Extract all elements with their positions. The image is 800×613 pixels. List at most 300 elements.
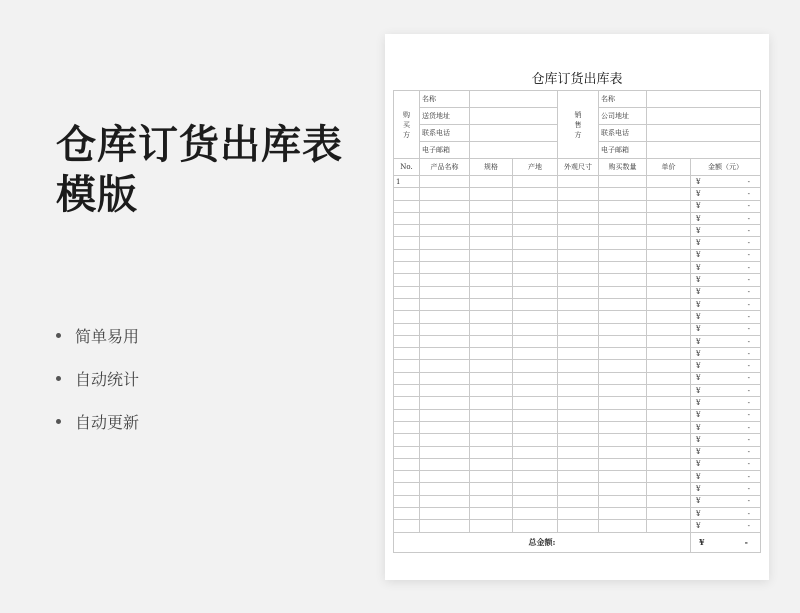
seller-field-label: 名称 <box>599 91 647 108</box>
table-cell[interactable] <box>513 458 558 470</box>
row-number[interactable] <box>394 360 420 372</box>
amount-cell[interactable] <box>691 520 761 532</box>
table-cell[interactable] <box>647 286 691 298</box>
table-cell[interactable] <box>647 262 691 274</box>
amount-value: - <box>747 251 750 260</box>
row-number[interactable] <box>394 434 420 446</box>
table-cell[interactable] <box>647 176 691 188</box>
buyer-field-value[interactable] <box>470 125 558 142</box>
table-row <box>394 348 761 360</box>
table-cell[interactable] <box>647 237 691 249</box>
amount-cell[interactable] <box>691 212 761 224</box>
row-number[interactable] <box>394 274 420 286</box>
amount-cell[interactable] <box>691 458 761 470</box>
table-cell[interactable] <box>420 360 470 372</box>
table-cell[interactable] <box>470 225 513 237</box>
table-cell[interactable] <box>470 274 513 286</box>
table-cell[interactable] <box>513 495 558 507</box>
row-number[interactable] <box>394 483 420 495</box>
table-cell[interactable] <box>470 348 513 360</box>
table-cell[interactable] <box>558 360 599 372</box>
table-cell[interactable] <box>558 348 599 360</box>
amount-cell[interactable] <box>691 249 761 261</box>
seller-field-label: 公司地址 <box>599 108 647 125</box>
amount-cell[interactable] <box>691 495 761 507</box>
table-cell[interactable] <box>420 262 470 274</box>
table-row <box>394 360 761 372</box>
table-cell[interactable] <box>513 348 558 360</box>
table-cell[interactable] <box>558 458 599 470</box>
table-cell[interactable] <box>599 176 647 188</box>
amount-cell[interactable] <box>691 188 761 200</box>
table-cell[interactable] <box>599 237 647 249</box>
feature-item <box>56 314 139 357</box>
buyer-field-value[interactable] <box>470 108 558 125</box>
table-cell[interactable] <box>420 495 470 507</box>
table-cell[interactable] <box>647 446 691 458</box>
amount-cell[interactable] <box>691 360 761 372</box>
column-header: 产地 <box>513 159 558 176</box>
table-cell[interactable] <box>513 237 558 249</box>
row-number[interactable] <box>394 372 420 384</box>
table-cell[interactable] <box>558 188 599 200</box>
table-cell[interactable] <box>599 495 647 507</box>
table-cell[interactable] <box>599 335 647 347</box>
table-cell[interactable] <box>470 323 513 335</box>
table-cell[interactable] <box>558 421 599 433</box>
table-cell[interactable] <box>513 298 558 310</box>
table-cell[interactable] <box>420 434 470 446</box>
row-number[interactable] <box>394 348 420 360</box>
table-cell[interactable] <box>513 471 558 483</box>
table-cell[interactable] <box>420 508 470 520</box>
table-cell[interactable] <box>420 176 470 188</box>
table-cell[interactable] <box>647 311 691 323</box>
table-cell[interactable] <box>599 298 647 310</box>
row-number[interactable] <box>394 311 420 323</box>
amount-value: - <box>747 509 750 518</box>
row-number[interactable] <box>394 286 420 298</box>
currency-symbol: ¥ <box>696 509 701 518</box>
table-cell[interactable] <box>470 458 513 470</box>
column-header: 单价 <box>647 159 691 176</box>
seller-field-value[interactable] <box>647 125 761 142</box>
table-cell[interactable] <box>558 298 599 310</box>
table-cell[interactable] <box>647 225 691 237</box>
table-cell[interactable] <box>599 409 647 421</box>
bullet-icon <box>56 419 61 424</box>
table-cell[interactable] <box>470 298 513 310</box>
table-cell[interactable] <box>420 471 470 483</box>
table-cell[interactable] <box>513 446 558 458</box>
table-cell[interactable] <box>647 249 691 261</box>
amount-cell[interactable] <box>691 274 761 286</box>
currency-symbol: ¥ <box>696 521 701 530</box>
amount-value: - <box>747 202 750 211</box>
table-cell[interactable] <box>513 225 558 237</box>
table-cell[interactable] <box>470 200 513 212</box>
table-cell[interactable] <box>470 249 513 261</box>
document-title: 仓库订货出库表 <box>531 72 623 87</box>
table-cell[interactable] <box>420 311 470 323</box>
column-header: No. <box>394 159 420 176</box>
total-label: 总金额: <box>394 532 691 552</box>
row-number[interactable] <box>394 237 420 249</box>
table-cell[interactable] <box>420 520 470 532</box>
table-cell[interactable] <box>599 372 647 384</box>
table-cell[interactable] <box>647 335 691 347</box>
row-number[interactable] <box>394 409 420 421</box>
table-cell[interactable] <box>558 372 599 384</box>
row-number[interactable] <box>394 225 420 237</box>
currency-symbol: ¥ <box>696 435 701 444</box>
table-cell[interactable] <box>470 335 513 347</box>
row-number[interactable] <box>394 385 420 397</box>
column-header: 外观尺寸 <box>558 159 599 176</box>
table-row <box>394 200 761 212</box>
table-cell[interactable] <box>470 176 513 188</box>
amount-cell[interactable] <box>691 372 761 384</box>
table-cell[interactable] <box>513 200 558 212</box>
table-cell[interactable] <box>599 348 647 360</box>
table-cell[interactable] <box>420 372 470 384</box>
table-cell[interactable] <box>647 200 691 212</box>
feature-item <box>56 357 139 400</box>
amount-cell[interactable] <box>691 335 761 347</box>
buyer-field-value[interactable] <box>470 142 558 159</box>
table-cell[interactable] <box>647 298 691 310</box>
table-cell[interactable] <box>558 274 599 286</box>
table-cell[interactable] <box>647 385 691 397</box>
table-cell[interactable] <box>647 323 691 335</box>
table-cell[interactable] <box>420 237 470 249</box>
table-cell[interactable] <box>420 274 470 286</box>
table-cell[interactable] <box>513 434 558 446</box>
table-cell[interactable] <box>420 286 470 298</box>
feature-label: 自动统计 <box>75 370 140 389</box>
table-cell[interactable] <box>420 421 470 433</box>
table-cell[interactable] <box>470 372 513 384</box>
table-cell[interactable] <box>420 446 470 458</box>
table-cell[interactable] <box>647 508 691 520</box>
amount-value: - <box>747 300 750 309</box>
table-row <box>394 385 761 397</box>
amount-value: - <box>747 435 750 444</box>
currency-symbol: ¥ <box>696 374 701 383</box>
table-cell[interactable] <box>513 483 558 495</box>
column-header: 规格 <box>470 159 513 176</box>
table-cell[interactable] <box>470 495 513 507</box>
table-cell[interactable] <box>599 323 647 335</box>
table-cell[interactable] <box>599 262 647 274</box>
table-cell[interactable] <box>420 409 470 421</box>
table-cell[interactable] <box>558 323 599 335</box>
table-cell[interactable] <box>420 249 470 261</box>
table-cell[interactable] <box>470 311 513 323</box>
table-row <box>394 458 761 470</box>
table-cell[interactable] <box>513 520 558 532</box>
table-cell[interactable] <box>558 249 599 261</box>
table-cell[interactable] <box>513 212 558 224</box>
table-cell[interactable] <box>513 335 558 347</box>
amount-cell[interactable] <box>691 471 761 483</box>
table-cell[interactable] <box>513 249 558 261</box>
table-cell[interactable] <box>558 385 599 397</box>
table-cell[interactable] <box>420 298 470 310</box>
table-row <box>394 508 761 520</box>
table-cell[interactable] <box>647 274 691 286</box>
table-cell[interactable] <box>599 458 647 470</box>
table-cell[interactable] <box>513 421 558 433</box>
table-cell[interactable] <box>470 385 513 397</box>
currency-symbol: ¥ <box>696 448 701 457</box>
table-cell[interactable] <box>558 397 599 409</box>
table-cell[interactable] <box>647 360 691 372</box>
table-cell[interactable] <box>470 409 513 421</box>
table-cell[interactable] <box>558 446 599 458</box>
table-cell[interactable] <box>599 385 647 397</box>
table-cell[interactable] <box>420 200 470 212</box>
amount-cell[interactable] <box>691 298 761 310</box>
amount-value: - <box>747 362 750 371</box>
table-cell[interactable] <box>470 508 513 520</box>
row-number[interactable] <box>394 446 420 458</box>
table-cell[interactable] <box>513 385 558 397</box>
table-cell[interactable] <box>599 434 647 446</box>
table-cell[interactable] <box>420 323 470 335</box>
row-number[interactable]: 1 <box>394 176 420 188</box>
table-cell[interactable] <box>420 397 470 409</box>
table-row <box>394 188 761 200</box>
table-row <box>394 262 761 274</box>
table-cell[interactable] <box>513 188 558 200</box>
table-cell[interactable] <box>470 237 513 249</box>
table-row <box>394 274 761 286</box>
amount-cell[interactable] <box>691 237 761 249</box>
amount-cell[interactable] <box>691 200 761 212</box>
row-number[interactable] <box>394 397 420 409</box>
currency-symbol: ¥ <box>696 362 701 371</box>
seller-field-label: 联系电话 <box>599 125 647 142</box>
row-number[interactable] <box>394 249 420 261</box>
table-cell[interactable] <box>558 286 599 298</box>
table-cell[interactable] <box>513 274 558 286</box>
amount-value: - <box>747 374 750 383</box>
table-cell[interactable] <box>558 237 599 249</box>
table-cell[interactable] <box>599 188 647 200</box>
table-cell[interactable] <box>470 446 513 458</box>
table-cell[interactable] <box>513 409 558 421</box>
seller-field-label: 电子邮箱 <box>599 142 647 159</box>
buyer-field-value[interactable] <box>470 91 558 108</box>
table-cell[interactable] <box>513 286 558 298</box>
currency-symbol: ¥ <box>696 472 701 481</box>
table-cell[interactable] <box>599 471 647 483</box>
table-cell[interactable] <box>599 311 647 323</box>
table-cell[interactable] <box>647 409 691 421</box>
table-cell[interactable] <box>647 188 691 200</box>
table-cell[interactable] <box>470 286 513 298</box>
table-cell[interactable] <box>513 262 558 274</box>
column-header-row <box>394 159 761 176</box>
amount-cell[interactable] <box>691 409 761 421</box>
table-cell[interactable] <box>599 360 647 372</box>
table-cell[interactable] <box>513 508 558 520</box>
table-cell[interactable] <box>599 274 647 286</box>
row-number[interactable] <box>394 471 420 483</box>
amount-cell[interactable] <box>691 286 761 298</box>
table-cell[interactable] <box>599 421 647 433</box>
buyer-field-label: 电子邮箱 <box>420 142 470 159</box>
table-cell[interactable] <box>599 286 647 298</box>
table-cell[interactable] <box>647 421 691 433</box>
table-cell[interactable] <box>470 360 513 372</box>
table-row <box>394 176 761 188</box>
table-cell[interactable] <box>558 483 599 495</box>
row-number[interactable] <box>394 495 420 507</box>
table-cell[interactable] <box>558 495 599 507</box>
table-cell[interactable] <box>470 483 513 495</box>
row-number[interactable] <box>394 508 420 520</box>
table-cell[interactable] <box>599 483 647 495</box>
amount-cell[interactable] <box>691 225 761 237</box>
table-cell[interactable] <box>470 471 513 483</box>
row-number[interactable] <box>394 262 420 274</box>
amount-cell[interactable] <box>691 348 761 360</box>
table-cell[interactable] <box>647 471 691 483</box>
row-number[interactable] <box>394 200 420 212</box>
table-cell[interactable] <box>513 397 558 409</box>
table-cell[interactable] <box>599 446 647 458</box>
row-number[interactable] <box>394 421 420 433</box>
table-cell[interactable] <box>558 311 599 323</box>
currency-symbol: ¥ <box>696 202 701 211</box>
amount-cell[interactable] <box>691 508 761 520</box>
table-cell[interactable] <box>513 176 558 188</box>
amount-cell[interactable] <box>691 176 761 188</box>
buyer-field-label: 名称 <box>420 91 470 108</box>
table-cell[interactable] <box>470 212 513 224</box>
amount-value: - <box>747 239 750 248</box>
table-cell[interactable] <box>420 458 470 470</box>
table-cell[interactable] <box>647 348 691 360</box>
seller-field-value[interactable] <box>647 108 761 125</box>
table-cell[interactable] <box>647 397 691 409</box>
table-cell[interactable] <box>420 348 470 360</box>
amount-cell[interactable] <box>691 397 761 409</box>
feature-item <box>56 400 139 443</box>
currency-symbol: ¥ <box>696 398 701 407</box>
table-cell[interactable] <box>647 372 691 384</box>
table-cell[interactable] <box>599 225 647 237</box>
row-number[interactable] <box>394 458 420 470</box>
table-cell[interactable] <box>420 483 470 495</box>
amount-cell[interactable] <box>691 421 761 433</box>
table-cell[interactable] <box>513 311 558 323</box>
column-header: 金额（元） <box>691 159 761 176</box>
amount-cell[interactable] <box>691 385 761 397</box>
table-cell[interactable] <box>420 212 470 224</box>
amount-value: - <box>747 177 750 186</box>
table-cell[interactable] <box>470 421 513 433</box>
table-cell[interactable] <box>599 508 647 520</box>
table-cell[interactable] <box>513 323 558 335</box>
table-cell[interactable] <box>470 434 513 446</box>
currency-symbol: ¥ <box>696 177 701 186</box>
table-cell[interactable] <box>599 212 647 224</box>
row-number[interactable] <box>394 212 420 224</box>
amount-cell[interactable] <box>691 434 761 446</box>
amount-cell[interactable] <box>691 483 761 495</box>
table-cell[interactable] <box>558 225 599 237</box>
amount-cell[interactable] <box>691 446 761 458</box>
seller-field-value[interactable] <box>647 142 761 159</box>
table-row <box>394 483 761 495</box>
line-items <box>394 176 761 533</box>
table-cell[interactable] <box>420 188 470 200</box>
table-row <box>394 212 761 224</box>
row-number[interactable] <box>394 188 420 200</box>
feature-label: 简单易用 <box>75 327 140 346</box>
table-cell[interactable] <box>647 495 691 507</box>
table-cell[interactable] <box>470 262 513 274</box>
row-number[interactable] <box>394 298 420 310</box>
table-cell[interactable] <box>558 520 599 532</box>
table-cell[interactable] <box>647 212 691 224</box>
table-cell[interactable] <box>470 188 513 200</box>
table-cell[interactable] <box>470 397 513 409</box>
table-cell[interactable] <box>420 335 470 347</box>
table-cell[interactable] <box>470 520 513 532</box>
table-cell[interactable] <box>558 212 599 224</box>
table-cell[interactable] <box>599 249 647 261</box>
table-cell[interactable] <box>647 434 691 446</box>
table-cell[interactable] <box>647 483 691 495</box>
seller-field-value[interactable] <box>647 91 761 108</box>
table-cell[interactable] <box>558 176 599 188</box>
table-cell[interactable] <box>513 360 558 372</box>
row-number[interactable] <box>394 335 420 347</box>
amount-cell[interactable] <box>691 323 761 335</box>
table-cell[interactable] <box>558 434 599 446</box>
table-cell[interactable] <box>599 520 647 532</box>
amount-value: - <box>747 214 750 223</box>
row-number[interactable] <box>394 323 420 335</box>
currency-symbol: ¥ <box>696 386 701 395</box>
currency-symbol: ¥ <box>696 485 701 494</box>
row-number[interactable] <box>394 520 420 532</box>
table-cell[interactable] <box>647 458 691 470</box>
table-cell[interactable] <box>420 225 470 237</box>
table-cell[interactable] <box>647 520 691 532</box>
table-cell[interactable] <box>420 385 470 397</box>
table-cell[interactable] <box>558 200 599 212</box>
table-cell[interactable] <box>599 200 647 212</box>
table-cell[interactable] <box>558 409 599 421</box>
table-cell[interactable] <box>558 508 599 520</box>
total-currency: ¥ <box>699 537 705 548</box>
amount-cell[interactable] <box>691 311 761 323</box>
table-cell[interactable] <box>558 471 599 483</box>
amount-value: - <box>747 460 750 469</box>
table-cell[interactable] <box>513 372 558 384</box>
table-cell[interactable] <box>558 262 599 274</box>
table-cell[interactable] <box>558 335 599 347</box>
amount-cell[interactable] <box>691 262 761 274</box>
total-row <box>394 532 761 552</box>
table-row <box>394 372 761 384</box>
table-cell[interactable] <box>599 397 647 409</box>
